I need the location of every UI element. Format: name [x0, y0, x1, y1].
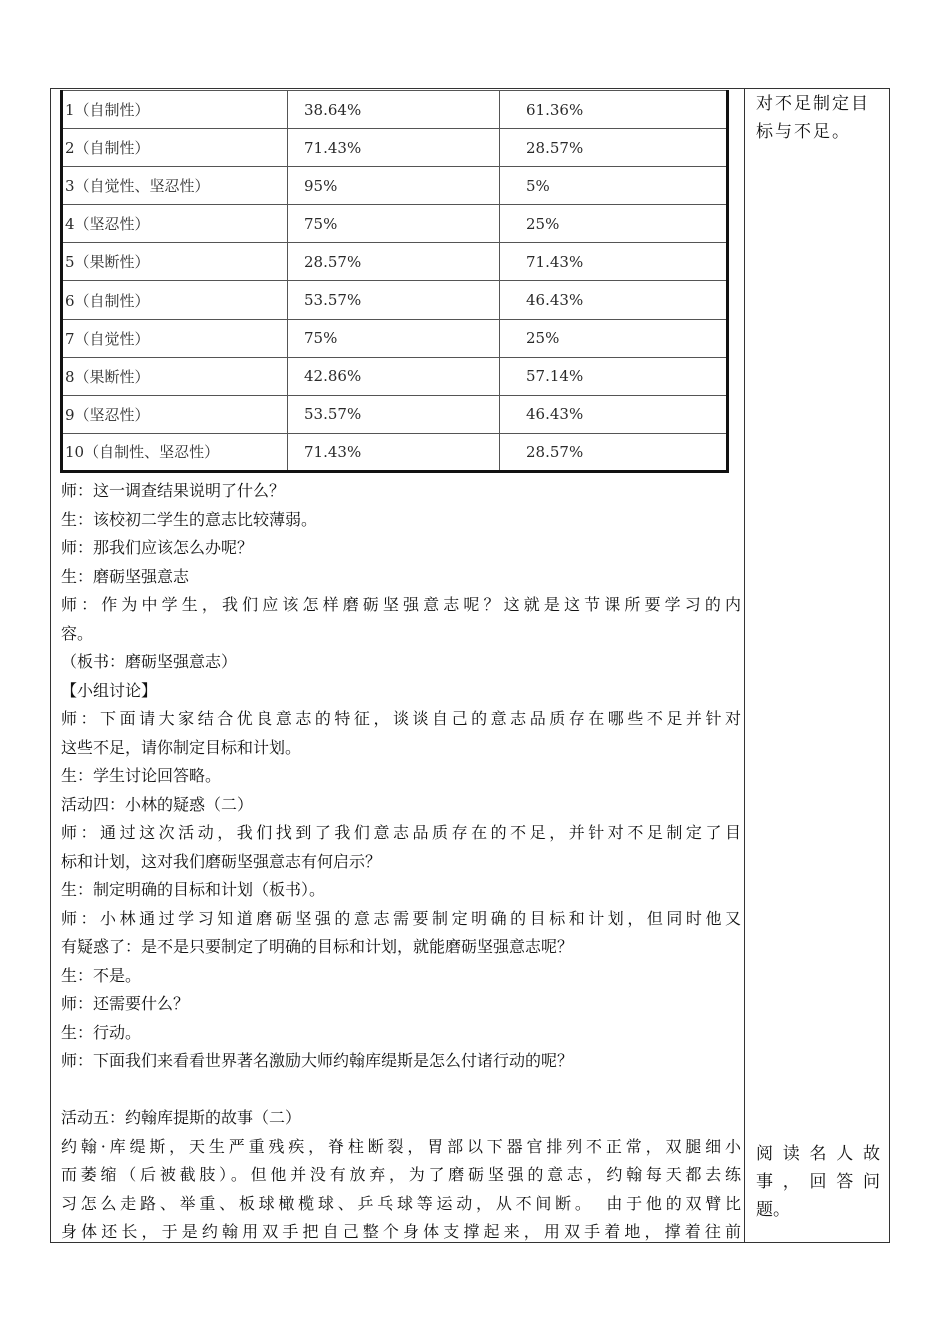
dialogue-line: 生：磨砺坚强意志: [61, 566, 190, 586]
survey-value-a-cell: 38.64%: [288, 91, 500, 129]
survey-value-a-cell: 95%: [288, 167, 500, 205]
survey-value-b-cell: 46.43%: [500, 281, 728, 319]
side-note-line: 题。: [756, 1200, 790, 1220]
survey-item-cell: 5（果断性）: [62, 243, 288, 281]
dialogue-line: 容。: [61, 623, 94, 643]
survey-value-b-cell: 28.57%: [500, 433, 728, 471]
survey-value-b-cell: 46.43%: [500, 395, 728, 433]
dialogue-line: 习怎么走路、举重、板球橄榄球、乒乓球等运动，从不间断。 由于他的双臂比: [61, 1193, 741, 1213]
survey-row: [62, 129, 728, 167]
survey-item-cell: 4（坚忍性）: [62, 205, 288, 243]
survey-row: [62, 167, 728, 205]
side-note-line: 对不足制定目: [756, 94, 870, 114]
side-note-line: 标与不足。: [756, 122, 851, 142]
survey-item-cell: 7（自觉性）: [62, 319, 288, 357]
survey-value-a-cell: 28.57%: [288, 243, 500, 281]
survey-results-table: [60, 90, 729, 473]
dialogue-line: 生：学生讨论回答略。: [61, 766, 222, 785]
dialogue-line: 活动四：小林的疑惑（二）: [61, 794, 254, 814]
dialogue-line: 这些不足，请你制定目标和计划。: [61, 737, 302, 757]
dialogue-line: 约翰·库缇斯，天生严重残疾，脊柱断裂，胃部以下器官排列不正常，双腿细小: [61, 1136, 741, 1156]
dialogue-line: 师：还需要什么？: [61, 994, 190, 1013]
survey-item-cell: 3（自觉性、坚忍性）: [62, 167, 288, 205]
dialogue-line: 师：下面请大家结合优良意志的特征，谈谈自己的意志品质存在哪些不足并针对: [61, 709, 741, 728]
survey-item-cell: 10（自制性、坚忍性）: [62, 433, 288, 471]
column-divider: [744, 88, 745, 1243]
dialogue-line: 师：小林通过学习知道磨砺坚强的意志需要制定明确的目标和计划，但同时他又: [61, 908, 741, 928]
survey-value-b-cell: 61.36%: [500, 91, 728, 129]
survey-value-a-cell: 42.86%: [288, 357, 500, 395]
dialogue-line: 【小组讨论】: [61, 680, 158, 700]
dialogue-line: 师：这一调查结果说明了什么？: [61, 481, 286, 500]
dialogue-line: 师：那我们应该怎么办呢？: [61, 538, 254, 557]
dialogue-line: 而萎缩（后被截肢）。但他并没有放弃，为了磨砺坚强的意志，约翰每天都去练: [61, 1165, 741, 1184]
survey-value-b-cell: 28.57%: [500, 129, 728, 167]
survey-row: [62, 395, 728, 433]
dialogue-line: 生：行动。: [61, 1022, 142, 1042]
survey-row: [62, 357, 728, 395]
survey-value-a-cell: 75%: [288, 319, 500, 357]
dialogue-line: 生：制定明确的目标和计划（板书）。: [61, 880, 326, 899]
survey-value-b-cell: 71.43%: [500, 243, 728, 281]
dialogue-line: 生：不是。: [61, 965, 142, 985]
survey-row: [62, 205, 728, 243]
survey-value-a-cell: 75%: [288, 205, 500, 243]
dialogue-line: 有疑惑了：是不是只要制定了明确的目标和计划，就能磨砺坚强意志呢？: [61, 937, 574, 956]
blank-line: [61, 1076, 741, 1105]
survey-value-b-cell: 25%: [500, 319, 728, 357]
survey-item-cell: 6（自制性）: [62, 281, 288, 319]
survey-row: [62, 433, 728, 471]
side-note-goals: [756, 90, 880, 146]
survey-value-a-cell: 53.57%: [288, 395, 500, 433]
survey-row: [62, 281, 728, 319]
survey-value-b-cell: 25%: [500, 205, 728, 243]
dialogue-line: 标和计划，这对我们磨砺坚强意志有何启示？: [61, 851, 382, 871]
dialogue-line: 师：下面我们来看看世界著名激励大师约翰库缇斯是怎么付诸行动的呢？: [61, 1051, 574, 1070]
dialogue-line: 身体还长，于是约翰用双手把自己整个身体支撑起来，用双手着地，撑着往前: [61, 1222, 741, 1241]
survey-value-a-cell: 71.43%: [288, 433, 500, 471]
dialogue-line: 活动五：约翰库提斯的故事（二）: [61, 1108, 302, 1127]
survey-row: [62, 319, 728, 357]
survey-value-a-cell: 71.43%: [288, 129, 500, 167]
survey-value-b-cell: 57.14%: [500, 357, 728, 395]
dialogue-line: 师：通过这次活动，我们找到了我们意志品质存在的不足，并针对不足制定了目: [61, 823, 741, 842]
survey-item-cell: 1（自制性）: [62, 91, 288, 129]
survey-row: [62, 91, 728, 129]
side-note-line: 事，回答问: [756, 1172, 880, 1192]
dialogue-line: 生：该校初二学生的意志比较薄弱。: [61, 509, 318, 529]
survey-value-a-cell: 53.57%: [288, 281, 500, 319]
side-note-line: 阅读名人故: [756, 1144, 880, 1164]
survey-value-b-cell: 5%: [500, 167, 728, 205]
lesson-dialogue: [61, 477, 741, 1247]
side-note-reading: [756, 1140, 880, 1224]
dialogue-line: （板书：磨砺坚强意志）: [61, 652, 238, 671]
dialogue-line: 师：作为中学生，我们应该怎样磨砺坚强意志呢？这就是这节课所要学习的内: [61, 595, 741, 614]
survey-row: [62, 243, 728, 281]
survey-item-cell: 8（果断性）: [62, 357, 288, 395]
survey-item-cell: 9（坚忍性）: [62, 395, 288, 433]
survey-item-cell: 2（自制性）: [62, 129, 288, 167]
